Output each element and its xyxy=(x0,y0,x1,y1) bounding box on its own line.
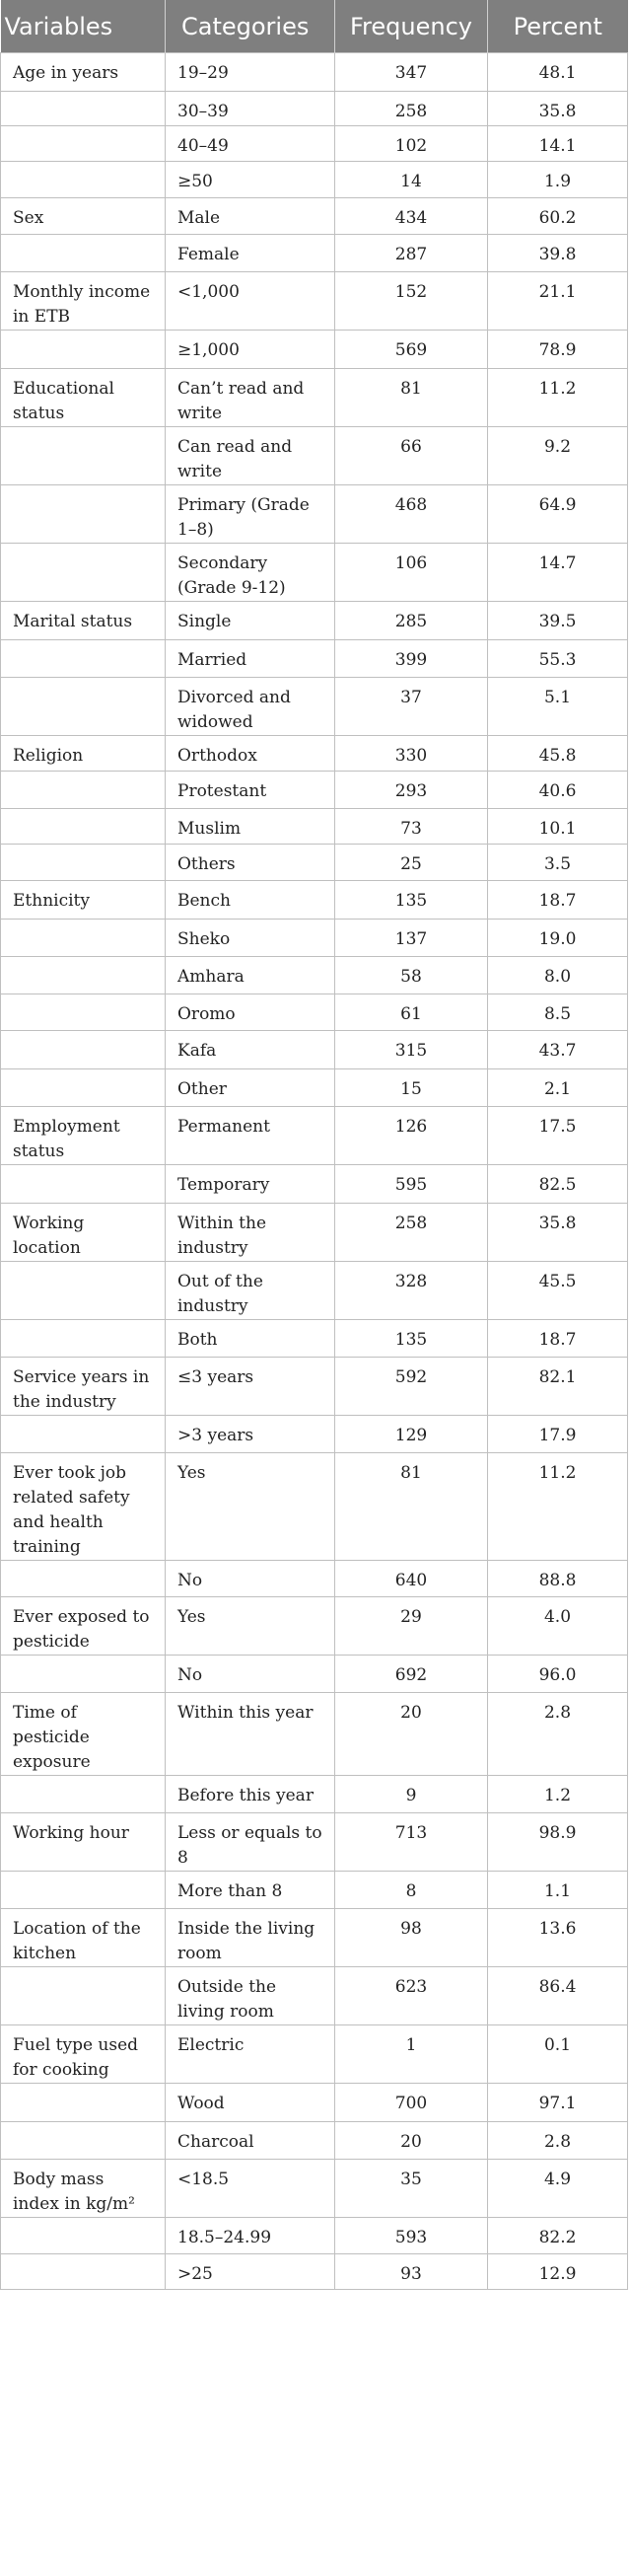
cell-variable xyxy=(1,2254,166,2290)
cell-percent: 55.3 xyxy=(488,640,628,678)
table-row xyxy=(1,485,628,544)
cell-frequency: 640 xyxy=(335,1561,488,1597)
table-row xyxy=(1,809,628,845)
table-row xyxy=(1,994,628,1031)
table-row xyxy=(1,1320,628,1358)
cell-frequency: 315 xyxy=(335,1031,488,1069)
cell-category: Inside the living room xyxy=(166,1909,335,1967)
cell-variable xyxy=(1,1069,166,1107)
cell-percent: 35.8 xyxy=(488,92,628,126)
cell-frequency: 592 xyxy=(335,1358,488,1416)
cell-category: ≤3 years xyxy=(166,1358,335,1416)
cell-variable xyxy=(1,162,166,198)
table-row xyxy=(1,1597,628,1656)
cell-category: Orthodox xyxy=(166,736,335,772)
cell-percent: 11.2 xyxy=(488,369,628,427)
header-variables: Variables xyxy=(1,0,166,53)
cell-frequency: 569 xyxy=(335,331,488,369)
cell-category: More than 8 xyxy=(166,1872,335,1909)
table-row xyxy=(1,1872,628,1909)
cell-variable: Working hour xyxy=(1,1813,166,1872)
cell-frequency: 399 xyxy=(335,640,488,678)
cell-frequency: 15 xyxy=(335,1069,488,1107)
cell-category: Sheko xyxy=(166,920,335,957)
cell-frequency: 126 xyxy=(335,1107,488,1165)
cell-percent: 4.9 xyxy=(488,2160,628,2218)
table-row xyxy=(1,845,628,881)
cell-category: Wood xyxy=(166,2084,335,2122)
cell-variable xyxy=(1,1416,166,1453)
table-row xyxy=(1,2160,628,2218)
cell-frequency: 66 xyxy=(335,427,488,485)
cell-frequency: 293 xyxy=(335,772,488,809)
cell-category: Secondary (Grade 9-12) xyxy=(166,544,335,602)
cell-frequency: 713 xyxy=(335,1813,488,1872)
cell-category: Kafa xyxy=(166,1031,335,1069)
cell-percent: 60.2 xyxy=(488,198,628,235)
cell-frequency: 9 xyxy=(335,1776,488,1813)
table-row xyxy=(1,1909,628,1967)
cell-percent: 5.1 xyxy=(488,678,628,736)
cell-category: >25 xyxy=(166,2254,335,2290)
cell-frequency: 347 xyxy=(335,53,488,92)
cell-category: Other xyxy=(166,1069,335,1107)
cell-percent: 45.5 xyxy=(488,1262,628,1320)
cell-category: Muslim xyxy=(166,809,335,845)
cell-frequency: 106 xyxy=(335,544,488,602)
cell-variable xyxy=(1,957,166,994)
cell-variable xyxy=(1,1165,166,1204)
table-row xyxy=(1,92,628,126)
cell-variable: Religion xyxy=(1,736,166,772)
cell-percent: 4.0 xyxy=(488,1597,628,1656)
table-row xyxy=(1,1656,628,1693)
cell-frequency: 61 xyxy=(335,994,488,1031)
cell-category: >3 years xyxy=(166,1416,335,1453)
table-row xyxy=(1,1165,628,1204)
table-row xyxy=(1,198,628,235)
table-row xyxy=(1,772,628,809)
cell-frequency: 700 xyxy=(335,2084,488,2122)
cell-category: Primary (Grade 1–8) xyxy=(166,485,335,544)
cell-percent: 2.1 xyxy=(488,1069,628,1107)
table-row xyxy=(1,2122,628,2160)
cell-category: Married xyxy=(166,640,335,678)
cell-variable: Ever exposed to pesticide xyxy=(1,1597,166,1656)
cell-percent: 18.7 xyxy=(488,1320,628,1358)
cell-variable xyxy=(1,1031,166,1069)
table-row xyxy=(1,1031,628,1069)
cell-category: 19–29 xyxy=(166,53,335,92)
table-row xyxy=(1,369,628,427)
cell-variable: Location of the kitchen xyxy=(1,1909,166,1967)
cell-frequency: 37 xyxy=(335,678,488,736)
table-row xyxy=(1,126,628,162)
cell-category: Yes xyxy=(166,1453,335,1561)
cell-percent: 9.2 xyxy=(488,427,628,485)
cell-percent: 21.1 xyxy=(488,272,628,331)
cell-variable xyxy=(1,640,166,678)
cell-frequency: 1 xyxy=(335,2025,488,2084)
cell-category: Outside the living room xyxy=(166,1967,335,2025)
table-row xyxy=(1,1358,628,1416)
header-categories: Categories xyxy=(166,0,335,53)
cell-variable xyxy=(1,235,166,272)
cell-variable: Employment status xyxy=(1,1107,166,1165)
table-row xyxy=(1,881,628,920)
cell-percent: 39.8 xyxy=(488,235,628,272)
cell-variable xyxy=(1,427,166,485)
cell-variable: Sex xyxy=(1,198,166,235)
table-row xyxy=(1,920,628,957)
cell-variable xyxy=(1,678,166,736)
cell-category: Within this year xyxy=(166,1693,335,1776)
cell-frequency: 102 xyxy=(335,126,488,162)
cell-variable xyxy=(1,845,166,881)
cell-percent: 1.1 xyxy=(488,1872,628,1909)
table-row xyxy=(1,1776,628,1813)
cell-percent: 82.1 xyxy=(488,1358,628,1416)
table-row xyxy=(1,1069,628,1107)
cell-variable: Service years in the industry xyxy=(1,1358,166,1416)
cell-category: Protestant xyxy=(166,772,335,809)
cell-category: Electric xyxy=(166,2025,335,2084)
cell-frequency: 93 xyxy=(335,2254,488,2290)
cell-percent: 12.9 xyxy=(488,2254,628,2290)
cell-category: No xyxy=(166,1656,335,1693)
table-row xyxy=(1,331,628,369)
cell-frequency: 692 xyxy=(335,1656,488,1693)
cell-percent: 97.1 xyxy=(488,2084,628,2122)
cell-category: Less or equals to 8 xyxy=(166,1813,335,1872)
cell-variable xyxy=(1,1262,166,1320)
cell-variable xyxy=(1,126,166,162)
cell-variable: Time of pesticide exposure xyxy=(1,1693,166,1776)
cell-frequency: 328 xyxy=(335,1262,488,1320)
cell-percent: 8.0 xyxy=(488,957,628,994)
cell-percent: 2.8 xyxy=(488,1693,628,1776)
cell-frequency: 468 xyxy=(335,485,488,544)
cell-variable xyxy=(1,994,166,1031)
table-row xyxy=(1,736,628,772)
cell-percent: 2.8 xyxy=(488,2122,628,2160)
cell-variable xyxy=(1,2084,166,2122)
table-row xyxy=(1,1967,628,2025)
cell-percent: 96.0 xyxy=(488,1656,628,1693)
cell-frequency: 73 xyxy=(335,809,488,845)
cell-frequency: 20 xyxy=(335,1693,488,1776)
cell-variable: Working location xyxy=(1,1204,166,1262)
table-row xyxy=(1,2254,628,2290)
cell-category: Permanent xyxy=(166,1107,335,1165)
cell-frequency: 35 xyxy=(335,2160,488,2218)
cell-percent: 39.5 xyxy=(488,602,628,640)
cell-percent: 88.8 xyxy=(488,1561,628,1597)
cell-variable xyxy=(1,809,166,845)
cell-category: Out of the industry xyxy=(166,1262,335,1320)
cell-variable xyxy=(1,2218,166,2254)
cell-frequency: 98 xyxy=(335,1909,488,1967)
table-header xyxy=(1,0,628,53)
cell-category: 40–49 xyxy=(166,126,335,162)
cell-frequency: 58 xyxy=(335,957,488,994)
cell-percent: 1.2 xyxy=(488,1776,628,1813)
header-percent: Percent xyxy=(488,0,628,53)
table-row xyxy=(1,427,628,485)
table-body xyxy=(1,53,628,2290)
cell-variable xyxy=(1,1776,166,1813)
cell-percent: 10.1 xyxy=(488,809,628,845)
cell-frequency: 595 xyxy=(335,1165,488,1204)
cell-variable: Body mass index in kg/m² xyxy=(1,2160,166,2218)
cell-frequency: 14 xyxy=(335,162,488,198)
table-row xyxy=(1,1107,628,1165)
cell-percent: 98.9 xyxy=(488,1813,628,1872)
cell-category: Can’t read and write xyxy=(166,369,335,427)
table-row xyxy=(1,2025,628,2084)
cell-variable xyxy=(1,1561,166,1597)
cell-variable: Monthly income in ETB xyxy=(1,272,166,331)
cell-variable xyxy=(1,485,166,544)
cell-percent: 40.6 xyxy=(488,772,628,809)
cell-variable xyxy=(1,772,166,809)
table-row xyxy=(1,678,628,736)
cell-frequency: 129 xyxy=(335,1416,488,1453)
cell-frequency: 434 xyxy=(335,198,488,235)
cell-frequency: 258 xyxy=(335,92,488,126)
cell-category: Female xyxy=(166,235,335,272)
cell-variable xyxy=(1,544,166,602)
cell-category: Amhara xyxy=(166,957,335,994)
table-row xyxy=(1,957,628,994)
table-row xyxy=(1,640,628,678)
table-row xyxy=(1,2218,628,2254)
table-row xyxy=(1,1204,628,1262)
table-row xyxy=(1,162,628,198)
cell-variable xyxy=(1,1656,166,1693)
cell-percent: 19.0 xyxy=(488,920,628,957)
cell-category: ≥1,000 xyxy=(166,331,335,369)
cell-percent: 1.9 xyxy=(488,162,628,198)
cell-percent: 13.6 xyxy=(488,1909,628,1967)
cell-category: ≥50 xyxy=(166,162,335,198)
cell-percent: 78.9 xyxy=(488,331,628,369)
cell-category: <1,000 xyxy=(166,272,335,331)
cell-category: 30–39 xyxy=(166,92,335,126)
cell-variable: Fuel type used for cooking xyxy=(1,2025,166,2084)
cell-frequency: 29 xyxy=(335,1597,488,1656)
cell-category: Divorced and widowed xyxy=(166,678,335,736)
table-row xyxy=(1,1453,628,1561)
header-row xyxy=(1,0,628,53)
cell-category: Others xyxy=(166,845,335,881)
cell-variable xyxy=(1,920,166,957)
cell-percent: 17.5 xyxy=(488,1107,628,1165)
cell-frequency: 135 xyxy=(335,881,488,920)
cell-percent: 14.1 xyxy=(488,126,628,162)
cell-variable xyxy=(1,92,166,126)
cell-frequency: 593 xyxy=(335,2218,488,2254)
cell-variable xyxy=(1,2122,166,2160)
cell-category: Before this year xyxy=(166,1776,335,1813)
cell-category: No xyxy=(166,1561,335,1597)
table-row xyxy=(1,544,628,602)
cell-percent: 45.8 xyxy=(488,736,628,772)
cell-frequency: 25 xyxy=(335,845,488,881)
cell-frequency: 285 xyxy=(335,602,488,640)
cell-category: Oromo xyxy=(166,994,335,1031)
cell-variable xyxy=(1,1320,166,1358)
table-row xyxy=(1,1693,628,1776)
cell-percent: 82.2 xyxy=(488,2218,628,2254)
cell-category: Within the industry xyxy=(166,1204,335,1262)
cell-category: Yes xyxy=(166,1597,335,1656)
cell-category: Charcoal xyxy=(166,2122,335,2160)
cell-category: Can read and write xyxy=(166,427,335,485)
header-frequency: Frequency xyxy=(335,0,488,53)
cell-percent: 86.4 xyxy=(488,1967,628,2025)
table-row xyxy=(1,235,628,272)
cell-variable: Marital status xyxy=(1,602,166,640)
cell-percent: 64.9 xyxy=(488,485,628,544)
cell-frequency: 81 xyxy=(335,369,488,427)
cell-variable: Ever took job related safety and health training xyxy=(1,1453,166,1561)
cell-percent: 17.9 xyxy=(488,1416,628,1453)
cell-category: 18.5–24.99 xyxy=(166,2218,335,2254)
cell-variable xyxy=(1,1872,166,1909)
cell-percent: 11.2 xyxy=(488,1453,628,1561)
cell-frequency: 330 xyxy=(335,736,488,772)
cell-frequency: 287 xyxy=(335,235,488,272)
cell-category: Male xyxy=(166,198,335,235)
table-row xyxy=(1,1561,628,1597)
cell-category: Bench xyxy=(166,881,335,920)
cell-frequency: 20 xyxy=(335,2122,488,2160)
cell-frequency: 8 xyxy=(335,1872,488,1909)
cell-percent: 8.5 xyxy=(488,994,628,1031)
cell-variable: Age in years xyxy=(1,53,166,92)
cell-category: <18.5 xyxy=(166,2160,335,2218)
cell-frequency: 137 xyxy=(335,920,488,957)
cell-variable xyxy=(1,331,166,369)
cell-percent: 48.1 xyxy=(488,53,628,92)
cell-percent: 0.1 xyxy=(488,2025,628,2084)
cell-category: Both xyxy=(166,1320,335,1358)
table-row xyxy=(1,53,628,92)
table-row xyxy=(1,602,628,640)
cell-percent: 43.7 xyxy=(488,1031,628,1069)
table-row xyxy=(1,1416,628,1453)
cell-frequency: 152 xyxy=(335,272,488,331)
cell-variable: Educational status xyxy=(1,369,166,427)
cell-frequency: 81 xyxy=(335,1453,488,1561)
cell-category: Single xyxy=(166,602,335,640)
table-row xyxy=(1,272,628,331)
cell-percent: 82.5 xyxy=(488,1165,628,1204)
cell-percent: 18.7 xyxy=(488,881,628,920)
cell-frequency: 623 xyxy=(335,1967,488,2025)
cell-percent: 14.7 xyxy=(488,544,628,602)
cell-variable xyxy=(1,1967,166,2025)
cell-percent: 35.8 xyxy=(488,1204,628,1262)
cell-frequency: 258 xyxy=(335,1204,488,1262)
cell-frequency: 135 xyxy=(335,1320,488,1358)
table-row xyxy=(1,1262,628,1320)
table-row xyxy=(1,2084,628,2122)
cell-variable: Ethnicity xyxy=(1,881,166,920)
cell-percent: 3.5 xyxy=(488,845,628,881)
cell-category: Temporary xyxy=(166,1165,335,1204)
table-row xyxy=(1,1813,628,1872)
